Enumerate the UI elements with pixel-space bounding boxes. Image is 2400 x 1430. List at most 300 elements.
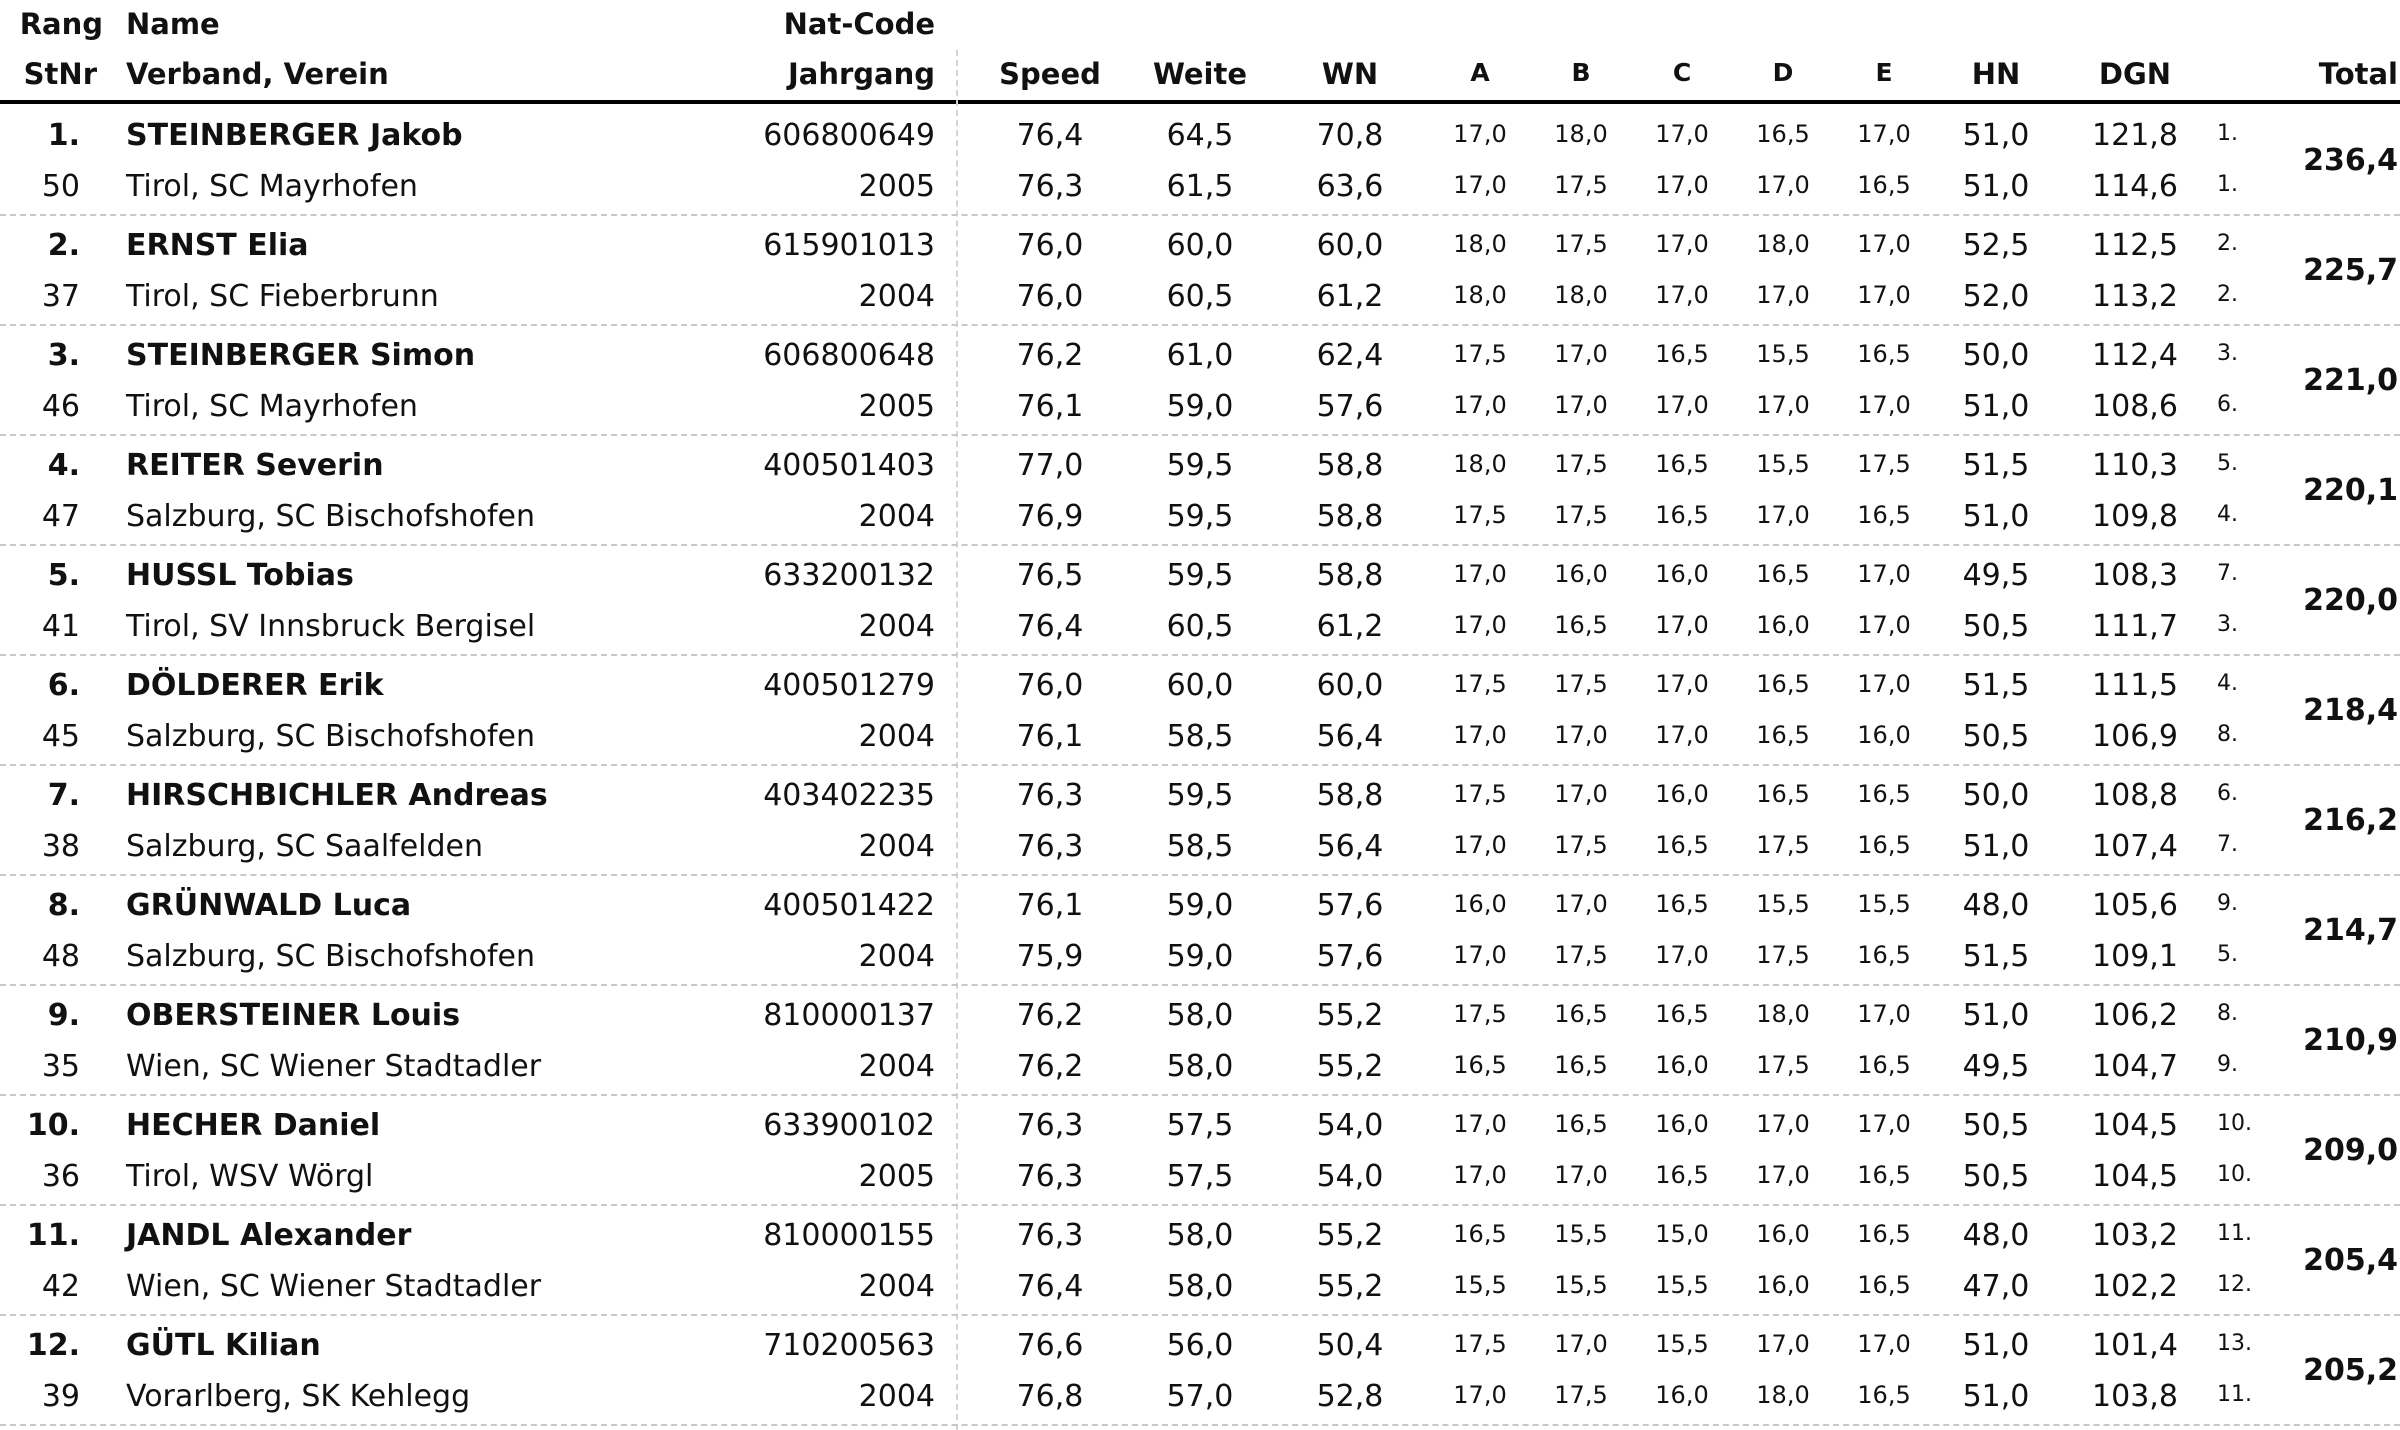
e-cell: 17,0 <box>1857 670 1911 698</box>
weite-cell: 64,5 <box>1166 118 1234 153</box>
weite-cell: 57,0 <box>1166 1379 1234 1414</box>
dgn-cell: 111,7 <box>2092 609 2178 644</box>
total-cell: 236,4 <box>2303 143 2398 178</box>
a-cell: 17,5 <box>1453 1330 1507 1358</box>
speed-cell: 76,6 <box>1016 1328 1084 1363</box>
e-cell: 16,5 <box>1857 1220 1911 1248</box>
b-cell: 17,5 <box>1554 230 1608 258</box>
round-position-cell: 10. <box>2217 1111 2252 1136</box>
rank-cell: 10. <box>26 1108 80 1143</box>
wn-cell: 56,4 <box>1316 719 1384 754</box>
row-divider <box>0 544 2400 546</box>
a-cell: 17,0 <box>1453 560 1507 588</box>
start-number-cell: 42 <box>41 1269 80 1304</box>
dgn-cell: 109,1 <box>2092 939 2178 974</box>
header-natcode: Nat-Code <box>783 7 935 41</box>
d-cell: 17,0 <box>1756 1161 1810 1189</box>
weite-cell: 59,5 <box>1166 558 1234 593</box>
round-position-cell: 4. <box>2217 502 2238 527</box>
weite-cell: 60,5 <box>1166 279 1234 314</box>
birth-year-cell: 2004 <box>858 939 935 974</box>
speed-cell: 76,3 <box>1016 1218 1084 1253</box>
a-cell: 17,5 <box>1453 501 1507 529</box>
start-number-cell: 48 <box>41 939 80 974</box>
b-cell: 18,0 <box>1554 281 1608 309</box>
wn-cell: 58,8 <box>1316 448 1384 483</box>
speed-cell: 76,5 <box>1016 558 1084 593</box>
a-cell: 17,5 <box>1453 780 1507 808</box>
row-divider <box>0 324 2400 326</box>
c-cell: 16,5 <box>1655 340 1709 368</box>
speed-cell: 76,3 <box>1016 778 1084 813</box>
wn-cell: 55,2 <box>1316 1049 1384 1084</box>
speed-cell: 76,1 <box>1016 719 1084 754</box>
b-cell: 17,0 <box>1554 1161 1608 1189</box>
header-dgn: DGN <box>2098 57 2172 91</box>
total-cell: 225,7 <box>2303 253 2398 288</box>
athlete-name: STEINBERGER Simon <box>126 338 476 373</box>
wn-cell: 57,6 <box>1316 888 1384 923</box>
total-cell: 205,2 <box>2303 1353 2398 1388</box>
round-position-cell: 9. <box>2217 891 2238 916</box>
c-cell: 17,0 <box>1655 230 1709 258</box>
round-position-cell: 4. <box>2217 671 2238 696</box>
nat-code-cell: 400501422 <box>763 888 935 923</box>
wn-cell: 62,4 <box>1316 338 1384 373</box>
a-cell: 18,0 <box>1453 230 1507 258</box>
hn-cell: 51,0 <box>1962 998 2030 1033</box>
b-cell: 17,0 <box>1554 890 1608 918</box>
e-cell: 16,5 <box>1857 941 1911 969</box>
athlete-name: ERNST Elia <box>126 228 309 263</box>
d-cell: 18,0 <box>1756 1381 1810 1409</box>
b-cell: 17,0 <box>1554 391 1608 419</box>
total-cell: 210,9 <box>2303 1023 2398 1058</box>
c-cell: 16,0 <box>1655 1051 1709 1079</box>
club-name: Tirol, SC Mayrhofen <box>126 389 418 424</box>
e-cell: 16,5 <box>1857 171 1911 199</box>
round-position-cell: 5. <box>2217 942 2238 967</box>
b-cell: 15,5 <box>1554 1220 1608 1248</box>
a-cell: 17,0 <box>1453 1381 1507 1409</box>
e-cell: 17,5 <box>1857 450 1911 478</box>
d-cell: 15,5 <box>1756 340 1810 368</box>
d-cell: 16,5 <box>1756 780 1810 808</box>
a-cell: 17,5 <box>1453 670 1507 698</box>
club-name: Vorarlberg, SK Kehlegg <box>126 1379 471 1414</box>
rank-cell: 4. <box>47 448 80 483</box>
speed-cell: 76,9 <box>1016 499 1084 534</box>
e-cell: 17,0 <box>1857 1000 1911 1028</box>
c-cell: 16,0 <box>1655 560 1709 588</box>
e-cell: 16,0 <box>1857 721 1911 749</box>
weite-cell: 56,0 <box>1166 1328 1234 1363</box>
d-cell: 17,0 <box>1756 391 1810 419</box>
athlete-name: REITER Severin <box>126 448 384 483</box>
round-position-cell: 11. <box>2217 1382 2252 1407</box>
start-number-cell: 36 <box>41 1159 80 1194</box>
hn-cell: 51,0 <box>1962 118 2030 153</box>
birth-year-cell: 2004 <box>858 279 935 314</box>
speed-cell: 76,0 <box>1016 279 1084 314</box>
c-cell: 16,5 <box>1655 1161 1709 1189</box>
wn-cell: 55,2 <box>1316 1218 1384 1253</box>
round-position-cell: 6. <box>2217 781 2238 806</box>
club-name: Wien, SC Wiener Stadtadler <box>126 1269 542 1304</box>
wn-cell: 61,2 <box>1316 279 1384 314</box>
weite-cell: 59,0 <box>1166 939 1234 974</box>
athlete-name: DÖLDERER Erik <box>126 668 384 703</box>
e-cell: 17,0 <box>1857 281 1911 309</box>
header-d: D <box>1772 58 1794 87</box>
c-cell: 16,5 <box>1655 890 1709 918</box>
birth-year-cell: 2005 <box>858 1159 935 1194</box>
header-name: Name <box>126 7 220 41</box>
row-divider <box>0 1424 2400 1426</box>
header-hn: HN <box>1971 57 2021 91</box>
b-cell: 16,5 <box>1554 611 1608 639</box>
a-cell: 17,0 <box>1453 1110 1507 1138</box>
speed-cell: 76,2 <box>1016 998 1084 1033</box>
round-position-cell: 12. <box>2217 1272 2252 1297</box>
wn-cell: 58,8 <box>1316 499 1384 534</box>
row-divider <box>0 1094 2400 1096</box>
wn-cell: 50,4 <box>1316 1328 1384 1363</box>
weite-cell: 59,5 <box>1166 448 1234 483</box>
speed-cell: 76,8 <box>1016 1379 1084 1414</box>
e-cell: 17,0 <box>1857 230 1911 258</box>
rank-cell: 12. <box>26 1328 80 1363</box>
weite-cell: 59,0 <box>1166 389 1234 424</box>
header-speed: Speed <box>999 57 1101 91</box>
e-cell: 15,5 <box>1857 890 1911 918</box>
b-cell: 17,5 <box>1554 831 1608 859</box>
start-number-cell: 46 <box>41 389 80 424</box>
hn-cell: 51,0 <box>1962 169 2030 204</box>
speed-cell: 76,4 <box>1016 118 1084 153</box>
row-divider <box>0 874 2400 876</box>
wn-cell: 55,2 <box>1316 998 1384 1033</box>
birth-year-cell: 2004 <box>858 829 935 864</box>
nat-code-cell: 606800649 <box>763 118 935 153</box>
round-position-cell: 2. <box>2217 282 2238 307</box>
e-cell: 17,0 <box>1857 1110 1911 1138</box>
header-jahrgang: Jahrgang <box>787 57 935 91</box>
hn-cell: 48,0 <box>1962 888 2030 923</box>
speed-cell: 76,3 <box>1016 829 1084 864</box>
speed-cell: 76,4 <box>1016 609 1084 644</box>
header-wn: WN <box>1321 57 1379 91</box>
athlete-name: HUSSL Tobias <box>126 558 354 593</box>
hn-cell: 50,5 <box>1962 609 2030 644</box>
athlete-name: HIRSCHBICHLER Andreas <box>126 778 548 813</box>
row-divider <box>0 1204 2400 1206</box>
athlete-name: HECHER Daniel <box>126 1108 381 1143</box>
total-cell: 214,7 <box>2303 913 2398 948</box>
header-b: B <box>1571 58 1591 87</box>
c-cell: 17,0 <box>1655 171 1709 199</box>
wn-cell: 57,6 <box>1316 939 1384 974</box>
weite-cell: 58,5 <box>1166 829 1234 864</box>
birth-year-cell: 2005 <box>858 389 935 424</box>
total-cell: 205,4 <box>2303 1243 2398 1278</box>
start-number-cell: 39 <box>41 1379 80 1414</box>
rank-cell: 8. <box>47 888 80 923</box>
dgn-cell: 103,8 <box>2092 1379 2178 1414</box>
round-position-cell: 13. <box>2217 1331 2252 1356</box>
wn-cell: 60,0 <box>1316 668 1384 703</box>
d-cell: 16,0 <box>1756 611 1810 639</box>
speed-cell: 77,0 <box>1016 448 1084 483</box>
dgn-cell: 102,2 <box>2092 1269 2178 1304</box>
d-cell: 16,0 <box>1756 1220 1810 1248</box>
c-cell: 16,5 <box>1655 1000 1709 1028</box>
speed-cell: 76,0 <box>1016 668 1084 703</box>
hn-cell: 47,0 <box>1962 1269 2030 1304</box>
header-stnr: StNr <box>23 57 97 91</box>
hn-cell: 52,5 <box>1962 228 2030 263</box>
b-cell: 17,5 <box>1554 941 1608 969</box>
a-cell: 17,0 <box>1453 721 1507 749</box>
rank-cell: 6. <box>47 668 80 703</box>
dgn-cell: 113,2 <box>2092 279 2178 314</box>
e-cell: 16,5 <box>1857 1051 1911 1079</box>
d-cell: 16,5 <box>1756 721 1810 749</box>
round-position-cell: 9. <box>2217 1052 2238 1077</box>
weite-cell: 57,5 <box>1166 1108 1234 1143</box>
speed-cell: 76,4 <box>1016 1269 1084 1304</box>
e-cell: 16,5 <box>1857 1161 1911 1189</box>
round-position-cell: 6. <box>2217 392 2238 417</box>
a-cell: 16,5 <box>1453 1220 1507 1248</box>
speed-cell: 76,3 <box>1016 1159 1084 1194</box>
weite-cell: 59,5 <box>1166 499 1234 534</box>
club-name: Tirol, WSV Wörgl <box>126 1159 374 1194</box>
weite-cell: 61,5 <box>1166 169 1234 204</box>
e-cell: 17,0 <box>1857 1330 1911 1358</box>
dgn-cell: 106,2 <box>2092 998 2178 1033</box>
hn-cell: 50,0 <box>1962 778 2030 813</box>
round-position-cell: 3. <box>2217 612 2238 637</box>
athlete-name: OBERSTEINER Louis <box>126 998 461 1033</box>
rank-cell: 3. <box>47 338 80 373</box>
c-cell: 17,0 <box>1655 941 1709 969</box>
start-number-cell: 45 <box>41 719 80 754</box>
dgn-cell: 109,8 <box>2092 499 2178 534</box>
dgn-cell: 110,3 <box>2092 448 2178 483</box>
header-verband: Verband, Verein <box>126 57 389 91</box>
speed-cell: 76,2 <box>1016 338 1084 373</box>
b-cell: 17,0 <box>1554 780 1608 808</box>
nat-code-cell: 606800648 <box>763 338 935 373</box>
dgn-cell: 104,5 <box>2092 1108 2178 1143</box>
e-cell: 16,5 <box>1857 1271 1911 1299</box>
nat-code-cell: 403402235 <box>763 778 935 813</box>
wn-cell: 52,8 <box>1316 1379 1384 1414</box>
c-cell: 15,5 <box>1655 1330 1709 1358</box>
round-position-cell: 8. <box>2217 1001 2238 1026</box>
weite-cell: 58,0 <box>1166 1269 1234 1304</box>
speed-cell: 76,3 <box>1016 169 1084 204</box>
c-cell: 15,0 <box>1655 1220 1709 1248</box>
hn-cell: 50,5 <box>1962 719 2030 754</box>
dgn-cell: 105,6 <box>2092 888 2178 923</box>
nat-code-cell: 810000137 <box>763 998 935 1033</box>
c-cell: 17,0 <box>1655 120 1709 148</box>
speed-cell: 75,9 <box>1016 939 1084 974</box>
c-cell: 17,0 <box>1655 721 1709 749</box>
wn-cell: 57,6 <box>1316 389 1384 424</box>
e-cell: 16,5 <box>1857 340 1911 368</box>
club-name: Salzburg, SC Bischofshofen <box>126 939 536 974</box>
hn-cell: 49,5 <box>1962 558 2030 593</box>
dgn-cell: 108,3 <box>2092 558 2178 593</box>
b-cell: 15,5 <box>1554 1271 1608 1299</box>
header-weite: Weite <box>1152 57 1248 91</box>
round-position-cell: 1. <box>2217 121 2238 146</box>
row-divider <box>0 1314 2400 1316</box>
dgn-cell: 103,2 <box>2092 1218 2178 1253</box>
row-divider <box>0 984 2400 986</box>
wn-cell: 61,2 <box>1316 609 1384 644</box>
d-cell: 18,0 <box>1756 1000 1810 1028</box>
speed-cell: 76,1 <box>1016 888 1084 923</box>
dgn-cell: 104,7 <box>2092 1049 2178 1084</box>
header-rang: Rang <box>19 7 103 41</box>
speed-cell: 76,1 <box>1016 389 1084 424</box>
c-cell: 15,5 <box>1655 1271 1709 1299</box>
hn-cell: 50,5 <box>1962 1108 2030 1143</box>
dgn-cell: 112,5 <box>2092 228 2178 263</box>
c-cell: 16,0 <box>1655 780 1709 808</box>
weite-cell: 59,5 <box>1166 778 1234 813</box>
nat-code-cell: 615901013 <box>763 228 935 263</box>
a-cell: 16,5 <box>1453 1051 1507 1079</box>
athlete-name: STEINBERGER Jakob <box>126 118 463 153</box>
round-position-cell: 5. <box>2217 451 2238 476</box>
dgn-cell: 108,8 <box>2092 778 2178 813</box>
e-cell: 16,5 <box>1857 780 1911 808</box>
hn-cell: 51,0 <box>1962 389 2030 424</box>
d-cell: 15,5 <box>1756 450 1810 478</box>
start-number-cell: 50 <box>41 169 80 204</box>
club-name: Tirol, SC Mayrhofen <box>126 169 418 204</box>
dgn-cell: 104,5 <box>2092 1159 2178 1194</box>
e-cell: 17,0 <box>1857 391 1911 419</box>
column-separator <box>956 50 958 1430</box>
hn-cell: 51,0 <box>1962 499 2030 534</box>
start-number-cell: 41 <box>41 609 80 644</box>
round-position-cell: 3. <box>2217 341 2238 366</box>
weite-cell: 57,5 <box>1166 1159 1234 1194</box>
b-cell: 17,5 <box>1554 171 1608 199</box>
d-cell: 16,5 <box>1756 560 1810 588</box>
birth-year-cell: 2005 <box>858 169 935 204</box>
d-cell: 16,0 <box>1756 1271 1810 1299</box>
a-cell: 15,5 <box>1453 1271 1507 1299</box>
b-cell: 17,5 <box>1554 450 1608 478</box>
d-cell: 18,0 <box>1756 230 1810 258</box>
club-name: Salzburg, SC Saalfelden <box>126 829 484 864</box>
weite-cell: 60,5 <box>1166 609 1234 644</box>
hn-cell: 49,5 <box>1962 1049 2030 1084</box>
d-cell: 17,5 <box>1756 941 1810 969</box>
b-cell: 18,0 <box>1554 120 1608 148</box>
c-cell: 16,5 <box>1655 501 1709 529</box>
e-cell: 16,5 <box>1857 501 1911 529</box>
row-divider <box>0 764 2400 766</box>
birth-year-cell: 2004 <box>858 719 935 754</box>
birth-year-cell: 2004 <box>858 1379 935 1414</box>
dgn-cell: 114,6 <box>2092 169 2178 204</box>
hn-cell: 51,0 <box>1962 1379 2030 1414</box>
d-cell: 17,5 <box>1756 831 1810 859</box>
dgn-cell: 108,6 <box>2092 389 2178 424</box>
rank-cell: 1. <box>47 118 80 153</box>
dgn-cell: 101,4 <box>2092 1328 2178 1363</box>
b-cell: 16,5 <box>1554 1110 1608 1138</box>
b-cell: 17,5 <box>1554 670 1608 698</box>
e-cell: 17,0 <box>1857 120 1911 148</box>
hn-cell: 51,0 <box>1962 829 2030 864</box>
a-cell: 17,0 <box>1453 1161 1507 1189</box>
a-cell: 17,0 <box>1453 171 1507 199</box>
c-cell: 16,0 <box>1655 1381 1709 1409</box>
wn-cell: 60,0 <box>1316 228 1384 263</box>
b-cell: 16,5 <box>1554 1000 1608 1028</box>
hn-cell: 50,5 <box>1962 1159 2030 1194</box>
d-cell: 17,0 <box>1756 501 1810 529</box>
start-number-cell: 35 <box>41 1049 80 1084</box>
c-cell: 16,5 <box>1655 450 1709 478</box>
hn-cell: 51,5 <box>1962 668 2030 703</box>
b-cell: 17,0 <box>1554 721 1608 749</box>
d-cell: 16,5 <box>1756 120 1810 148</box>
weite-cell: 58,0 <box>1166 998 1234 1033</box>
d-cell: 17,5 <box>1756 1051 1810 1079</box>
nat-code-cell: 810000155 <box>763 1218 935 1253</box>
b-cell: 16,0 <box>1554 560 1608 588</box>
header-a: A <box>1470 58 1490 87</box>
hn-cell: 50,0 <box>1962 338 2030 373</box>
rank-cell: 2. <box>47 228 80 263</box>
rank-cell: 7. <box>47 778 80 813</box>
row-divider <box>0 654 2400 656</box>
start-number-cell: 37 <box>41 279 80 314</box>
weite-cell: 58,0 <box>1166 1049 1234 1084</box>
e-cell: 17,0 <box>1857 611 1911 639</box>
b-cell: 17,0 <box>1554 340 1608 368</box>
d-cell: 17,0 <box>1756 171 1810 199</box>
wn-cell: 55,2 <box>1316 1269 1384 1304</box>
hn-cell: 52,0 <box>1962 279 2030 314</box>
a-cell: 16,0 <box>1453 890 1507 918</box>
b-cell: 17,5 <box>1554 1381 1608 1409</box>
b-cell: 17,0 <box>1554 1330 1608 1358</box>
e-cell: 16,5 <box>1857 831 1911 859</box>
c-cell: 17,0 <box>1655 670 1709 698</box>
weite-cell: 60,0 <box>1166 668 1234 703</box>
round-position-cell: 11. <box>2217 1221 2252 1246</box>
b-cell: 16,5 <box>1554 1051 1608 1079</box>
c-cell: 16,0 <box>1655 1110 1709 1138</box>
birth-year-cell: 2004 <box>858 1269 935 1304</box>
birth-year-cell: 2004 <box>858 609 935 644</box>
d-cell: 17,0 <box>1756 1110 1810 1138</box>
club-name: Salzburg, SC Bischofshofen <box>126 719 536 754</box>
hn-cell: 51,0 <box>1962 1328 2030 1363</box>
rank-cell: 9. <box>47 998 80 1033</box>
